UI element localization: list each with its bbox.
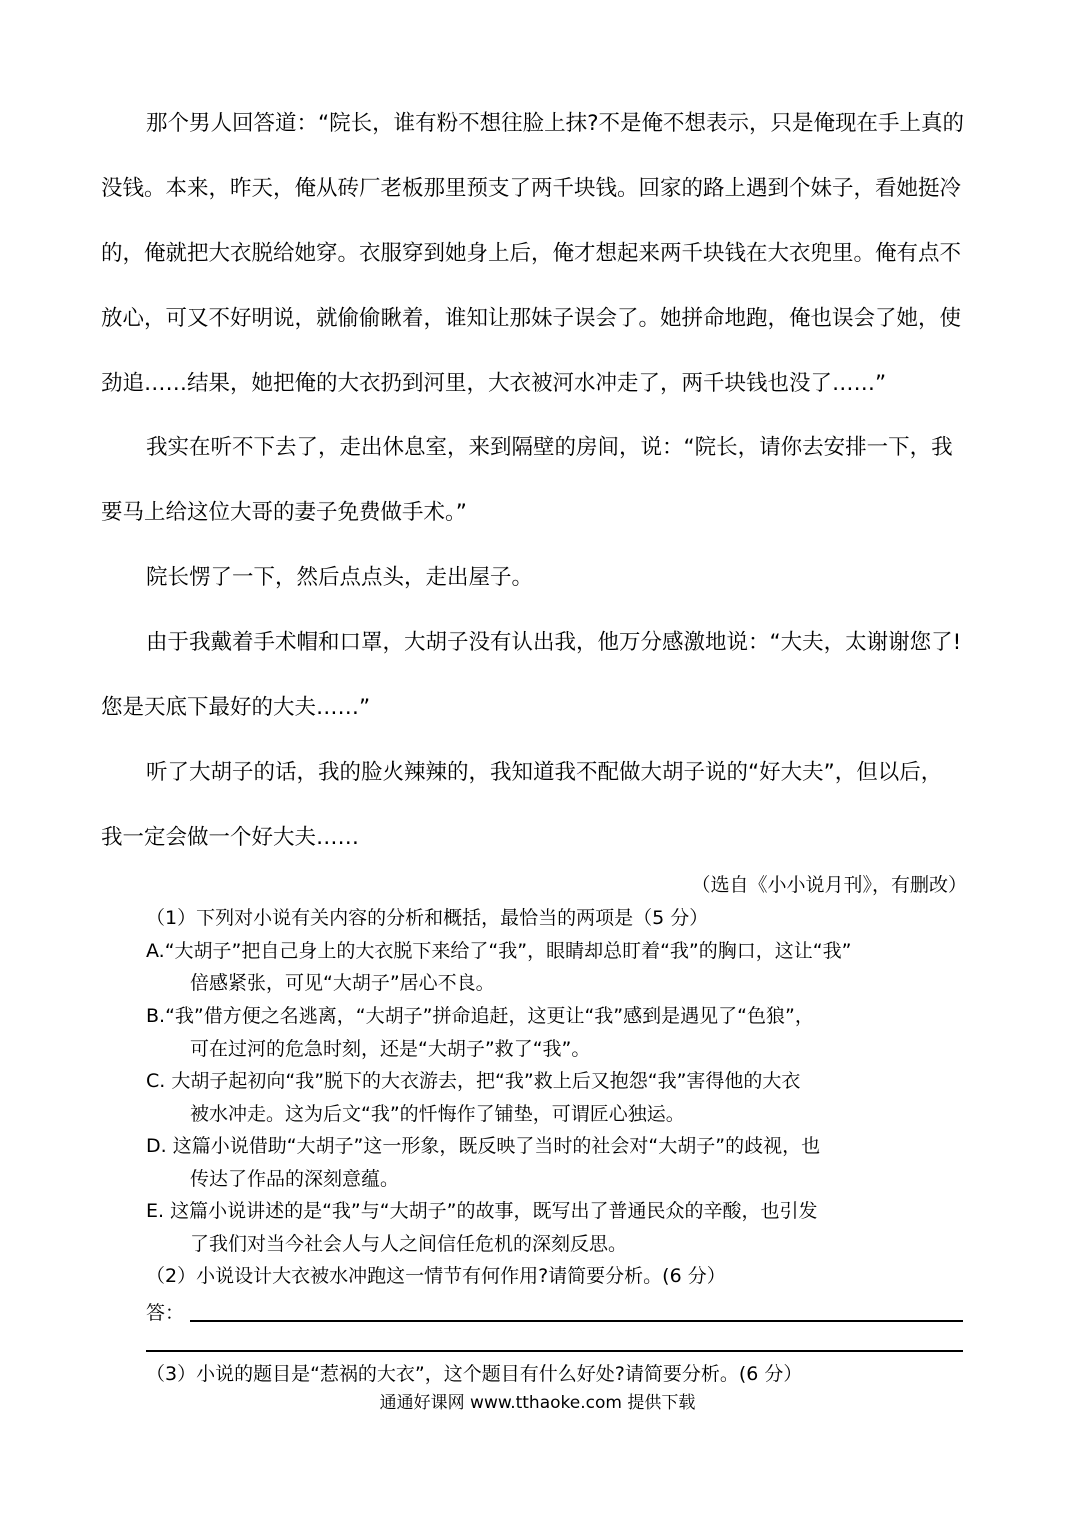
question-3: （3）小说的题目是“惹祸的大衣”，这个题目有什么好处?请简要分析。(6 分） [146,1363,803,1385]
option-e-cont: 了我们对当今社会人与人之间信任危机的深刻反思。 [190,1233,628,1255]
passage-line: 放心，可又不好明说，就偷偷瞅着，谁知让那妹子误会了。她拼命地跑，俺也误会了她，使 [101,306,962,331]
passage-line: 劲追……结果，她把俺的大衣扔到河里，大衣被河水冲走了，两千块钱也没了……” [101,371,887,396]
option-d: D. 这篇小说借助“大胡子”这一形象，既反映了当时的社会对“大胡子”的歧视，也 [146,1135,821,1157]
option-c-cont: 被水冲走。这为后文“我”的忏悔作了铺垫，可谓匠心独运。 [190,1103,685,1125]
option-a: A.“大胡子”把自己身上的大衣脱下来给了“我”，眼睛却总盯着“我”的胸口，这让“我” [146,940,852,962]
option-b: B.“我”借方便之名逃离，“大胡子”拼命追赶，这更让“我”感到是遇见了“色狼”， [146,1005,814,1027]
source-citation: （选自《小小说月刊》，有删改） [691,874,967,896]
option-d-cont: 传达了作品的深刻意蕴。 [190,1168,400,1190]
answer-line[interactable] [146,1350,963,1352]
option-a-cont: 倍感紧张，可见“大胡子”居心不良。 [190,972,495,994]
option-e: E. 这篇小说讲述的是“我”与“大胡子”的故事，既写出了普通民众的辛酸，也引发 [146,1200,818,1222]
passage-line: 院长愣了一下，然后点点头，走出屋子。 [146,565,534,590]
passage-line: 我实在听不下去了，走出休息室，来到隔壁的房间，说：“院长，请你去安排一下，我 [146,435,953,460]
answer-line[interactable] [190,1320,963,1322]
option-c: C. 大胡子起初向“我”脱下的大衣游去，把“我”救上后又抱怨“我”害得他的大衣 [146,1070,801,1092]
passage-line: 的，俺就把大衣脱给她穿。衣服穿到她身上后，俺才想起来两千块钱在大衣兜里。俺有点不 [101,241,962,266]
passage-line: 我一定会做一个好大夫…… [101,825,360,850]
passage-line: 那个男人回答道：“院长，谁有粉不想往脸上抹?不是俺不想表示，只是俺现在手上真的 [146,111,965,136]
option-b-cont: 可在过河的危急时刻，还是“大胡子”救了“我”。 [190,1038,591,1060]
question-2: （2）小说设计大衣被水冲跑这一情节有何作用?请简要分析。(6 分） [146,1265,726,1287]
passage-line: 没钱。本来，昨天，俺从砖厂老板那里预支了两千块钱。回家的路上遇到个妹子，看她挺冷 [101,176,962,201]
passage-line: 由于我戴着手术帽和口罩，大胡子没有认出我，他万分感激地说：“大夫，太谢谢您了! [146,630,962,655]
passage-line: 听了大胡子的话，我的脸火辣辣的，我知道我不配做大胡子说的“好大夫”，但以后， [146,760,943,785]
answer-label: 答： [146,1302,185,1324]
passage-line: 要马上给这位大哥的妻子免费做手术。” [101,500,467,525]
page-footer: 通通好课网 www.tthaoke.com 提供下载 [379,1393,696,1413]
passage-line: 您是天底下最好的大夫……” [101,695,371,720]
question-1: （1）下列对小说有关内容的分析和概括，最恰当的两项是（5 分） [146,907,709,929]
